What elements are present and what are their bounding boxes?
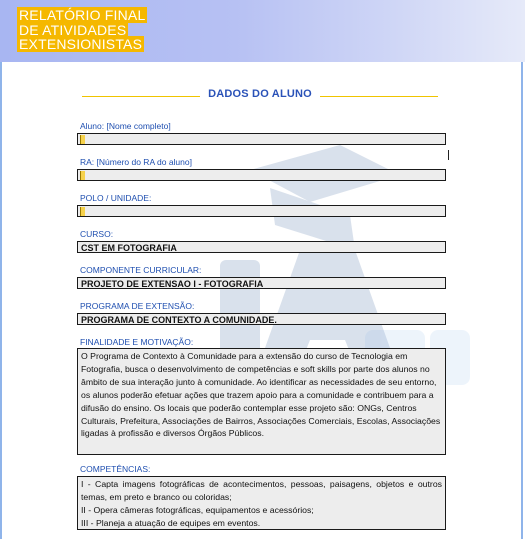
curso-label: CURSO: bbox=[80, 229, 114, 239]
report-title: RELATÓRIO FINAL DE ATIVIDADES EXTENSIONISTAS bbox=[19, 7, 146, 52]
page-right-edge bbox=[521, 62, 523, 539]
section-heading bbox=[80, 88, 440, 104]
ra-label: RA: [Número do RA do aluno] bbox=[80, 157, 192, 167]
heading-rule-right bbox=[320, 96, 438, 97]
competencias-textbox[interactable] bbox=[77, 476, 446, 530]
aluno-label: Aluno: [Nome completo] bbox=[80, 121, 171, 131]
content-control-marker bbox=[80, 171, 85, 180]
document-header-banner bbox=[0, 0, 525, 62]
componente-label: COMPONENTE CURRICULAR: bbox=[80, 265, 202, 275]
polo-label: POLO / UNIDADE: bbox=[80, 193, 152, 203]
competencia-item: II - Opera câmeras fotográficas, equipamentos e acessórios; bbox=[81, 504, 314, 515]
content-control-marker bbox=[80, 207, 85, 216]
finalidade-textbox[interactable] bbox=[77, 348, 446, 455]
ra-field[interactable] bbox=[77, 169, 446, 181]
polo-field[interactable] bbox=[77, 205, 446, 217]
content-control-marker bbox=[80, 135, 85, 144]
heading-rule-left bbox=[82, 96, 200, 97]
finalidade-label: FINALIDADE E MOTIVAÇÃO: bbox=[80, 337, 194, 347]
finalidade-text: O Programa de Contexto à Comunidade para a extensão do curso de Tecnologia em Fotografia, busca o desenvolvimento de competências e soft skills por parte dos alunos no âmbito de sua interação junto à comunidade. Ao identificar as necessidades de seu entorno, os alunos poderão efetuar ações que trazem apoio para a comunidade e contribuem para a difusão do ensino. Os locais que poderão contemplar esse projeto são: ONGs, Centros Culturais, Prefeitura, Associações de Bairros, Associações Comerciais, Escolas, Associações ligadas à profissão e diversos Órgãos Públicos. bbox=[81, 351, 441, 439]
componente-field[interactable]: PROJETO DE EXTENSAO I - FOTOGRAFIA bbox=[77, 277, 446, 289]
text-cursor bbox=[448, 150, 449, 160]
aluno-field[interactable] bbox=[77, 133, 446, 145]
competencia-item: III - Planeja a atuação de equipes em eventos. bbox=[81, 517, 261, 528]
competencias-label: COMPETÊNCIAS: bbox=[80, 464, 151, 474]
page-left-edge bbox=[0, 62, 2, 539]
curso-field[interactable]: CST EM FOTOGRAFIA bbox=[77, 241, 446, 253]
section-title: DADOS DO ALUNO bbox=[208, 88, 312, 100]
programa-field[interactable]: PROGRAMA DE CONTEXTO A COMUNIDADE. bbox=[77, 313, 446, 325]
competencia-item: I - Capta imagens fotográficas de acontecimentos, pessoas, paisagens, objetos e outros temas, em preto e branco ou coloridas; bbox=[81, 479, 442, 502]
programa-label: PROGRAMA DE EXTENSÃO: bbox=[80, 301, 195, 311]
